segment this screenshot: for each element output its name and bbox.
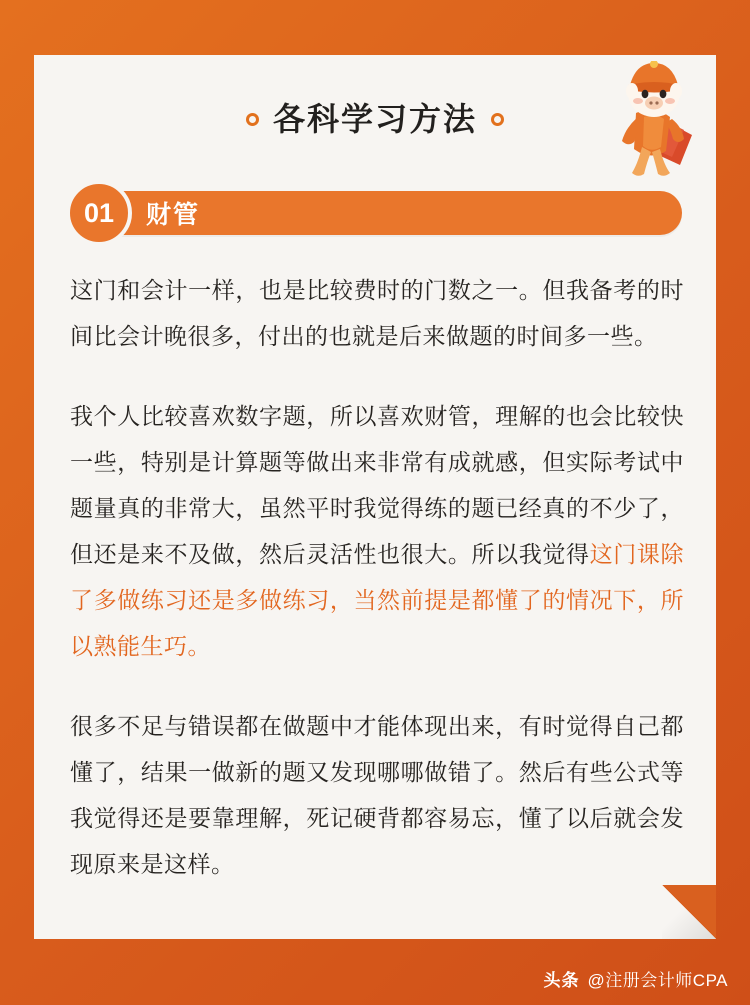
section-label: 财管	[146, 201, 201, 229]
paragraph-text: 我个人比较喜欢数字题，所以喜欢财管，理解的也会比较快一些，特别是计算题等做出来非常有成就感，但实际考试中题量真的非常大，虽然平时我觉得练的题已经真的不少了，但还是来不及做，然后灵活性也很大。所以我觉得	[70, 403, 684, 567]
footer-brand: 头条	[543, 971, 580, 990]
paragraph	[70, 267, 684, 359]
footer-handle: @注册会计师CPA	[587, 971, 728, 990]
footer-watermark	[544, 966, 728, 991]
paragraph-text: 很多不足与错误都在做题中才能体现出来，有时觉得自己都懂了，结果一做新的题又发现哪哪做错了。然后有些公式等我觉得还是要靠理解，死记硬背都容易忘，懂了以后就会发现原来是这样。	[70, 713, 684, 877]
paragraph-text: 这门和会计一样，也是比较费时的门数之一。但我备考的时间比会计晚很多，付出的也就是后来做题的时间多一些。	[70, 277, 684, 349]
article-body	[70, 267, 684, 887]
content-card	[34, 55, 716, 939]
paragraph	[70, 393, 684, 669]
paragraph	[70, 703, 684, 887]
corner-fold	[662, 885, 716, 939]
page-title-text: 各科学习方法	[272, 101, 477, 137]
circle-decoration-left-icon	[246, 113, 259, 126]
paragraph-highlight-text: 这门课除了多做练习还是多做练习，当然前提是都懂了的情况下，所以熟能生巧。	[70, 541, 685, 659]
mascot-illustration	[588, 61, 708, 186]
circle-decoration-right-icon	[491, 113, 504, 126]
section-number-badge: 01	[66, 180, 132, 246]
